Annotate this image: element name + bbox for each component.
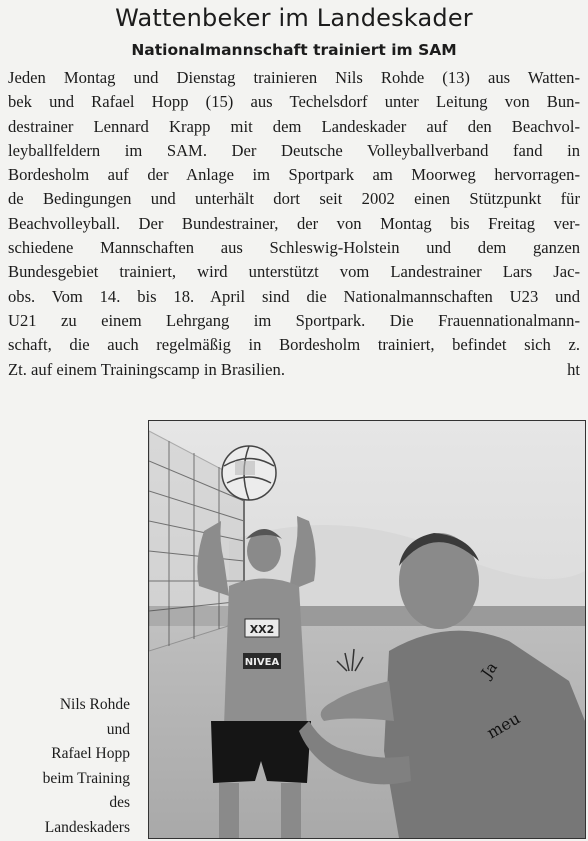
- shirt-text: meu: [483, 708, 524, 743]
- author-initials: ht: [567, 359, 580, 379]
- subheadline: Nationalmannschaft trainiert im SAM: [131, 41, 457, 59]
- shirt-text: XX2: [249, 623, 275, 636]
- body-line: schaft, die auch regelmäßig in Bordesholm trainiert, befindet sich z.: [8, 335, 580, 355]
- caption-line: des: [109, 794, 130, 812]
- caption-line: Landeskaders: [44, 818, 130, 836]
- caption-line: und: [106, 720, 130, 738]
- photo-caption: [0, 693, 130, 841]
- shirt-text: Ja: [477, 658, 501, 682]
- caption-line: Rafael Hopp: [51, 745, 130, 763]
- volleyball-ball: [222, 446, 276, 500]
- body-line: leyballfeldern im SAM. Der Deutsche Volleyballverband fand in: [8, 140, 580, 160]
- caption-line: beim Training: [42, 769, 130, 787]
- body-line: bek und Rafael Hopp (15) aus Techelsdorf unter Leitung von Bun-: [8, 92, 580, 112]
- body-line: obs. Vom 14. bis 18. April sind die Nationalmannschaften U23 und: [8, 286, 580, 306]
- body-line: Zt. auf einem Trainingscamp in Brasilien.: [8, 359, 285, 379]
- body-line: schiedene Mannschaften aus Schleswig-Holstein und dem ganzen: [8, 238, 580, 258]
- shirt-text: NIVEA: [244, 657, 280, 668]
- caption-line: Nils Rohde: [59, 696, 130, 713]
- body-line: Bundesgebiet trainiert, wird unterstützt vom Landestrainer Lars Jac-: [8, 262, 580, 282]
- body-line: de Bedingungen und unterhält dort seit 2002 einen Stützpunkt für: [8, 189, 580, 209]
- headline: Wattenbeker im Landeskader: [115, 4, 473, 32]
- body-line: Beachvolleyball. Der Bundestrainer, der von Montag bis Freitag ver-: [8, 213, 580, 233]
- body-last-line: [8, 358, 580, 382]
- body-line: U21 zu einem Lehrgang im Sportpark. Die Frauennationalmann-: [8, 310, 580, 330]
- body-line: Jeden Montag und Dienstag trainieren Nils Rohde (13) aus Watten-: [8, 68, 580, 87]
- article-body: [8, 66, 580, 382]
- photo-illustration: [149, 421, 585, 838]
- body-line: Bordesholm auf der Anlage im Sportpark am Moorweg hervorragen-: [8, 165, 580, 185]
- body-line: destrainer Lennard Krapp mit dem Landeskader auf den Beachvol-: [8, 116, 580, 136]
- training-photo: [148, 420, 586, 839]
